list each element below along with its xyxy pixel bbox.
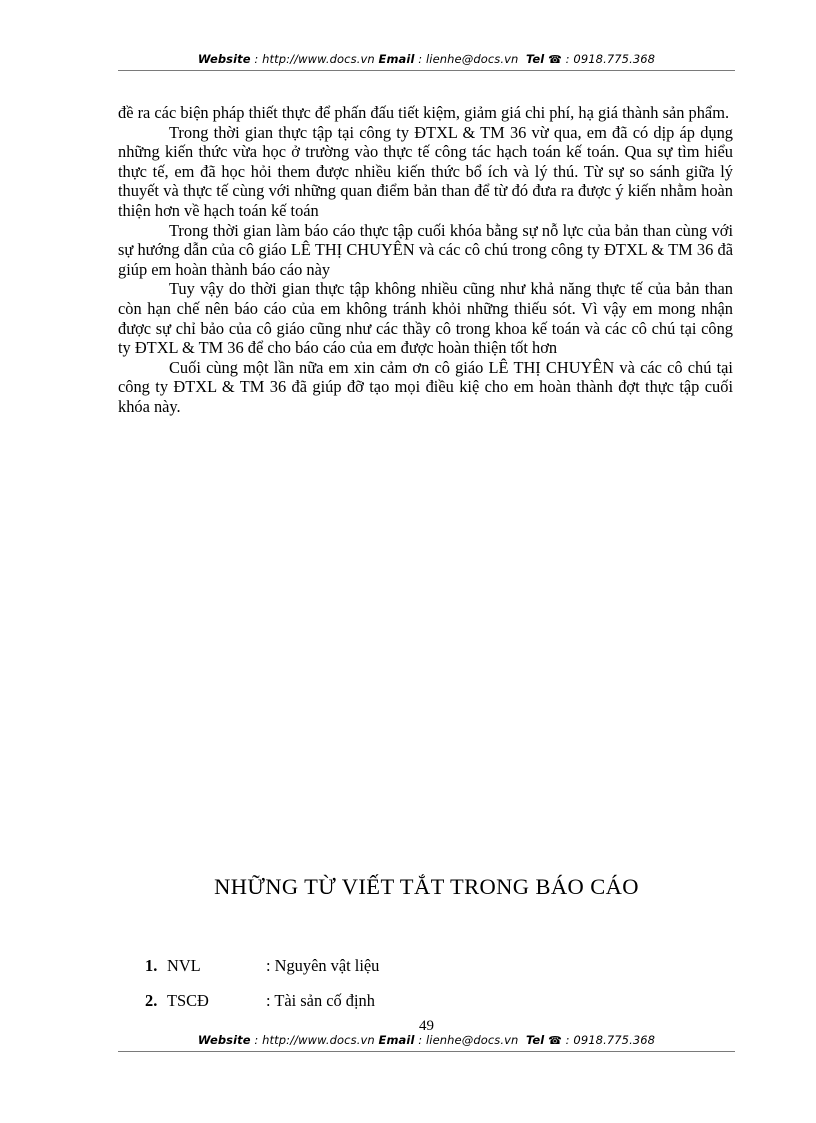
footer-website-label: Website bbox=[197, 1033, 251, 1047]
abbreviations-list bbox=[145, 956, 645, 1026]
paragraph-2: Trong thời gian thực tập tại công ty ĐTXL & TM 36 vừ qua, em đã có dịp áp dụng những kiến thức vừa học ở trường vào thực tế công tác hạch toán kế toán. Qua sự tìm hiểu thực tế, em đã học hỏi them được nhiều kiến thức bổ ích và lý thú. Từ sự so sánh giữa lý thuyết và thực tế cùng với những quan điểm bản than để từ đó đưa ra được ý kiến nhằm hoàn thiện hơn về hạch toán kế toán bbox=[118, 122, 733, 220]
footer-email-label: Email bbox=[378, 1033, 415, 1047]
page-header bbox=[118, 52, 735, 66]
page-number: 49 bbox=[419, 1018, 434, 1034]
website-url: http://www.docs.vn bbox=[262, 52, 375, 66]
footer-email-separator: : bbox=[414, 1033, 426, 1047]
tel-label: Tel bbox=[525, 52, 545, 66]
phone-icon: ☎ bbox=[548, 53, 562, 66]
email-separator: : bbox=[414, 52, 426, 66]
paragraph-3: Trong thời gian làm báo cáo thực tập cuối khóa bằng sự nỗ lực của bản than cùng với sự hướng dẫn của cô giáo LÊ THỊ CHUYÊN và các cô chú trong công ty ĐTXL & TM 36 đã giúp em hoàn thành báo cáo này bbox=[118, 220, 733, 279]
tel-value: : 0918.775.368 bbox=[561, 52, 656, 66]
abbreviation-code: TSCĐ bbox=[167, 991, 209, 1010]
paragraph-5: Cuối cùng một lần nữa em xin cảm ơn cô giáo LÊ THỊ CHUYÊN và các cô chú tại công ty ĐTXL & TM 36 đã giúp đỡ tạo mọi điều kiệ cho em hoàn thành đợt thực tập cuối khóa này. bbox=[118, 357, 733, 416]
email-label: Email bbox=[378, 52, 415, 66]
abbreviation-definition: : Nguyên vật liệu bbox=[266, 956, 380, 975]
email-value: lienhe@docs.vn bbox=[426, 52, 519, 66]
website-label: Website bbox=[197, 52, 251, 66]
website-separator: : bbox=[250, 52, 263, 66]
footer-divider bbox=[118, 1051, 735, 1052]
body-text bbox=[118, 103, 733, 417]
abbreviations-title: NHỮNG TỪ VIẾT TẮT TRONG BÁO CÁO bbox=[214, 874, 639, 899]
header-divider bbox=[118, 70, 735, 71]
footer-phone-icon: ☎ bbox=[548, 1034, 562, 1047]
footer-tel-label: Tel bbox=[525, 1033, 545, 1047]
paragraph-1: đề ra các biện pháp thiết thực để phấn đấu tiết kiệm, giảm giá chi phí, hạ giá thành sản phẩm. bbox=[118, 103, 730, 122]
footer-email-value: lienhe@docs.vn bbox=[426, 1033, 519, 1047]
abbreviation-item bbox=[145, 956, 645, 991]
footer-website-url: http://www.docs.vn bbox=[262, 1033, 375, 1047]
abbreviation-code: NVL bbox=[167, 956, 201, 975]
page-footer bbox=[118, 1033, 735, 1047]
abbreviation-definition: : Tài sản cố định bbox=[266, 991, 375, 1010]
abbreviation-number: 2. bbox=[145, 991, 158, 1010]
footer-website-separator: : bbox=[250, 1033, 263, 1047]
abbreviation-number: 1. bbox=[145, 956, 158, 975]
paragraph-4: Tuy vậy do thời gian thực tập không nhiều cũng như khả năng thực tế của bản than còn hạn chế nên báo cáo của em không tránh khỏi những thiếu sót. Vì vậy em mong nhận được sự chỉ bảo của cô giáo cũng như các thầy cô trong khoa kế toán và các cô chú tại công ty ĐTXL & TM 36 để cho báo cáo của em được hoàn thiện tốt hơn bbox=[118, 279, 733, 358]
footer-tel-value: : 0918.775.368 bbox=[561, 1033, 656, 1047]
